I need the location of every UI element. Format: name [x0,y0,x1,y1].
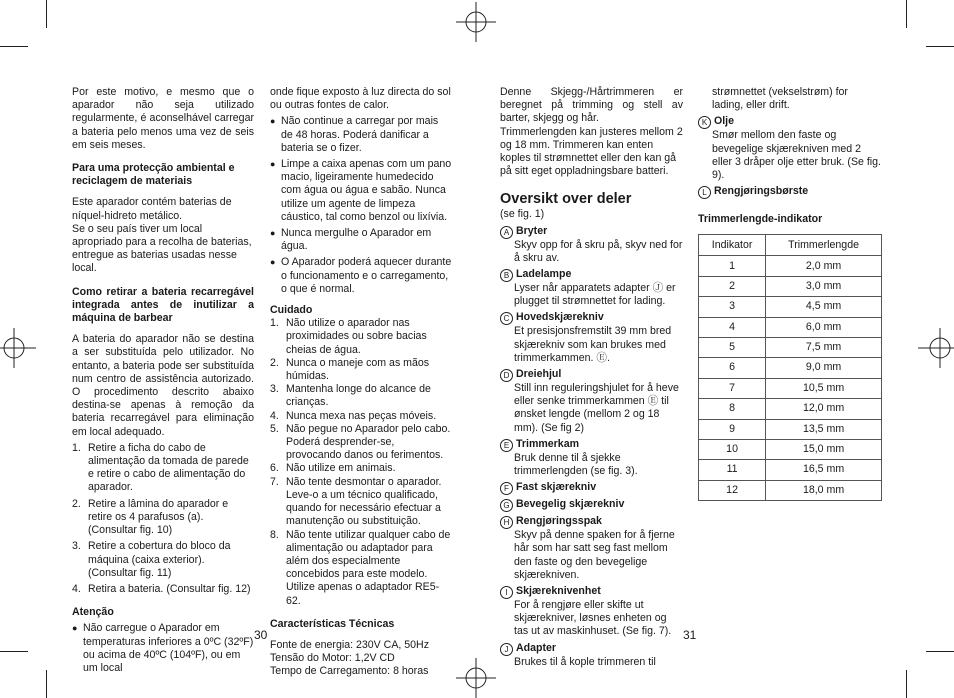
paragraph: Este aparador contém baterias de níquel-hidreto metálico. [72,196,232,222]
table-row: 6 9,0 mm [699,358,882,378]
list-item: 7. Não tente desmontar o aparador. Leve-o a um técnico qualificado, quando for necessário efectuar a manutenção ou substituição. [270,475,442,528]
part-item: E Trimmerkam Bruk denne til å sjekke trimmerlengden (se fig. 3). [500,438,683,478]
bullet-icon: ● [270,159,276,170]
paragraph: Por este motivo, e mesmo que o aparador não seja utilizado regularmente, é aconselhável carregar a bateria pelo menos uma vez de seis em seis meses. [72,86,254,151]
crop-mark [906,670,907,698]
crop-mark [46,0,47,28]
list-item: 1. Retire a ficha do cabo de alimentação da tomada de parede e retire o cabo de alimentação do aparador. [72,441,249,494]
table-row: 11 16,5 mm [699,460,882,480]
column-2 [270,86,452,679]
bullet-icon: ● [270,116,276,127]
crop-mark [926,46,954,47]
letter-h-icon: H [500,516,513,529]
part-item: L Rengjøringsbørste [698,185,882,199]
part-item: J Adapter Brukes til å kople trimmeren til [500,642,683,669]
bullet-icon: ● [270,228,276,239]
list-item: 1. Não utilize o aparador nas proximidades ou sobre bacias cheias de água. [270,317,427,356]
letter-d-icon: D [500,369,513,382]
list-item: 3. Retire a cobertura do bloco da máquina (caixa exterior). (Consultar fig. 11) [72,540,231,579]
page-number: 30 [254,628,268,642]
figure-reference: (se fig. 1) [500,208,545,221]
table-header: Trimmerlengde [766,235,882,256]
section-heading: Oversikt over deler [500,191,632,208]
crop-mark [0,46,28,47]
list-item: 4. Retira a bateria. (Consultar fig. 12) [72,582,251,595]
part-item: A Bryter Skyv opp for å skru på, skyv ned for å skru av. [500,225,683,265]
table-row: 5 7,5 mm [699,337,882,357]
part-item: H Rengjøringsspak Skyv på denne spaken for å fjerne hår som har satt seg fast mellom den faste og den bevegelige skjærekniven. [500,515,683,582]
part-item: F Fast skjærekniv [500,481,683,495]
paragraph: Se o seu país tiver um local apropriado para a recolha de baterias, entregue as baterias usadas nesse local. [72,222,252,275]
bullet-item: ● Não continue a carregar por mais de 48 horas. Poderá danificar a bateria se o fizer. [270,115,439,154]
paragraph: A bateria do aparador não se destina a ser substituída pelo utilizador. No entanto, a bateria pode ser substituída num centro de assistência autorizado. O procedimento descrito abaixo destina-se apenas à remoção da bateria recarregável para eliminação em local adequado. [72,333,254,438]
crop-mark [906,0,907,28]
registration-mark-top [456,2,496,42]
letter-e-icon: E [500,439,513,452]
letter-f-icon: F [500,482,513,495]
paragraph: Trimmerlengden kan justeres mellom 2 og 18 mm. Trimmeren kan enten koples til strømnettet eller den kan gå på sitt eget oppladningsbare batteri. [500,125,683,178]
list-item: 4. Nunca mexa nas peças móveis. [270,409,437,422]
spec-line: Tensão do Motor: 1,2V CD [270,652,395,665]
bullet-item: ● Não carregue o Aparador em temperaturas inferiores a 0ºC (32ºF) ou acima de 40ºC (104ºF), ou em um local [72,622,254,674]
bullet-item: ● O Aparador poderá aquecer durante o funcionamento e o carregamento, o que é normal. [270,256,452,295]
spec-line: Fonte de energia: 230V CA, 50Hz [270,638,430,651]
letter-i-icon: I [500,586,513,599]
trimmer-length-table [698,234,882,501]
table-row: 2 3,0 mm [699,276,882,296]
part-item: K Olje Smør mellom den faste og bevegelige skjærekniven med 2 eller 3 dråper olje etter bruk. (Se fig. 9). [698,115,882,182]
column-1 [72,86,254,675]
paragraph: Denne Skjegg-/Hårtrimmeren er beregnet på trimming og stell av barter, skjegg og hår. [500,86,683,125]
part-item: B Ladelampe Lyser når apparatets adapter Ⓙ er plugget til strømnettet for lading. [500,268,683,308]
table-row: 8 12,0 mm [699,399,882,419]
section-heading: Cuidado [270,304,313,317]
section-heading: Como retirar a bateria recarregável integrada antes de inutilizar a máquina de barbear [72,285,254,325]
part-item: C Hovedskjærekniv Et presisjonsfremstilt 39 mm bred skjærekniv som kan brukes med trimmerkammen. Ⓔ. [500,311,683,365]
letter-g-icon: G [500,499,513,512]
table-row: 7 10,5 mm [699,378,882,398]
letter-k-icon: K [698,116,711,129]
list-item: 8. Não tente utilizar qualquer cabo de alimentação ou adaptador para além dos especialmente concebidos para este modelo. Utilize apenas o adaptador RE5-62. [270,528,451,607]
letter-a-icon: A [500,226,513,239]
crop-mark [46,670,47,698]
page-number: 31 [683,628,697,642]
paragraph: onde fique exposto à luz directa do sol ou outras fontes de calor. [270,86,451,112]
section-heading: Para uma protecção ambiental e reciclagem de materiais [72,162,235,188]
section-heading: Atenção [72,606,114,619]
column-3 [500,86,683,669]
list-item: 6. Não utilize em animais. [270,462,396,475]
crop-mark [926,651,954,652]
bullet-icon: ● [72,623,78,634]
spec-line: Tempo de Carregamento: 8 horas [270,665,429,678]
letter-l-icon: L [698,186,711,199]
part-item: G Bevegelig skjærekniv [500,498,683,512]
letter-j-icon: J [500,643,513,656]
table-header: Indikator [699,235,766,256]
list-item: 5. Não pegue no Aparador pelo cabo. Poderá desprender-se, provocando danos ou ferimentos. [270,422,451,462]
list-item: 3. Mantenha longe do alcance de crianças. [270,383,431,409]
table-title: Trimmerlengde-indikator [698,213,823,226]
letter-b-icon: B [500,269,513,282]
list-item: 2. Nunca o maneje com as mãos húmidas. [270,356,430,383]
table-row: 3 4,5 mm [699,297,882,317]
letter-c-icon: C [500,312,513,325]
bullet-item: ● Nunca mergulhe o Aparador em água. [270,227,432,253]
part-item: D Dreiehjul Still inn reguleringshjulet for å heve eller senke trimmerkammen Ⓔ til ønsket lengde (mellom 2 og 18 mm). (Se fig 2) [500,368,683,435]
section-heading: Características Técnicas [270,617,395,630]
paragraph: strømnettet (vekselstrøm) for lading, eller drift. [712,86,848,112]
crop-mark [0,651,28,652]
table-row: 9 13,5 mm [699,419,882,439]
bullet-icon: ● [270,257,276,268]
registration-mark-right [918,328,954,368]
table-row: 4 6,0 mm [699,317,882,337]
bullet-item: ● Limpe a caixa apenas com um pano macio, ligeiramente humedecido com água ou água e sabão. Nunca utilize um agente de limpeza cáustico, tal como benzol ou lixívia. [270,158,452,223]
list-item: 2. Retire a lâmina do aparador e retire os 4 parafusos (a). (Consultar fig. 10) [72,497,229,537]
registration-mark-left [0,328,36,368]
table-row: 10 15,0 mm [699,439,882,459]
table-row: 12 18,0 mm [699,480,882,500]
table-row: 1 2,0 mm [699,256,882,276]
part-item: I Skjæreknivenhet For å rengjøre eller skifte ut skjærekniver, løsnes enheten og tas ut av maskinhuset. (Se fig. 7). [500,585,683,639]
registration-mark-bottom [456,658,496,698]
column-4 [698,86,882,501]
